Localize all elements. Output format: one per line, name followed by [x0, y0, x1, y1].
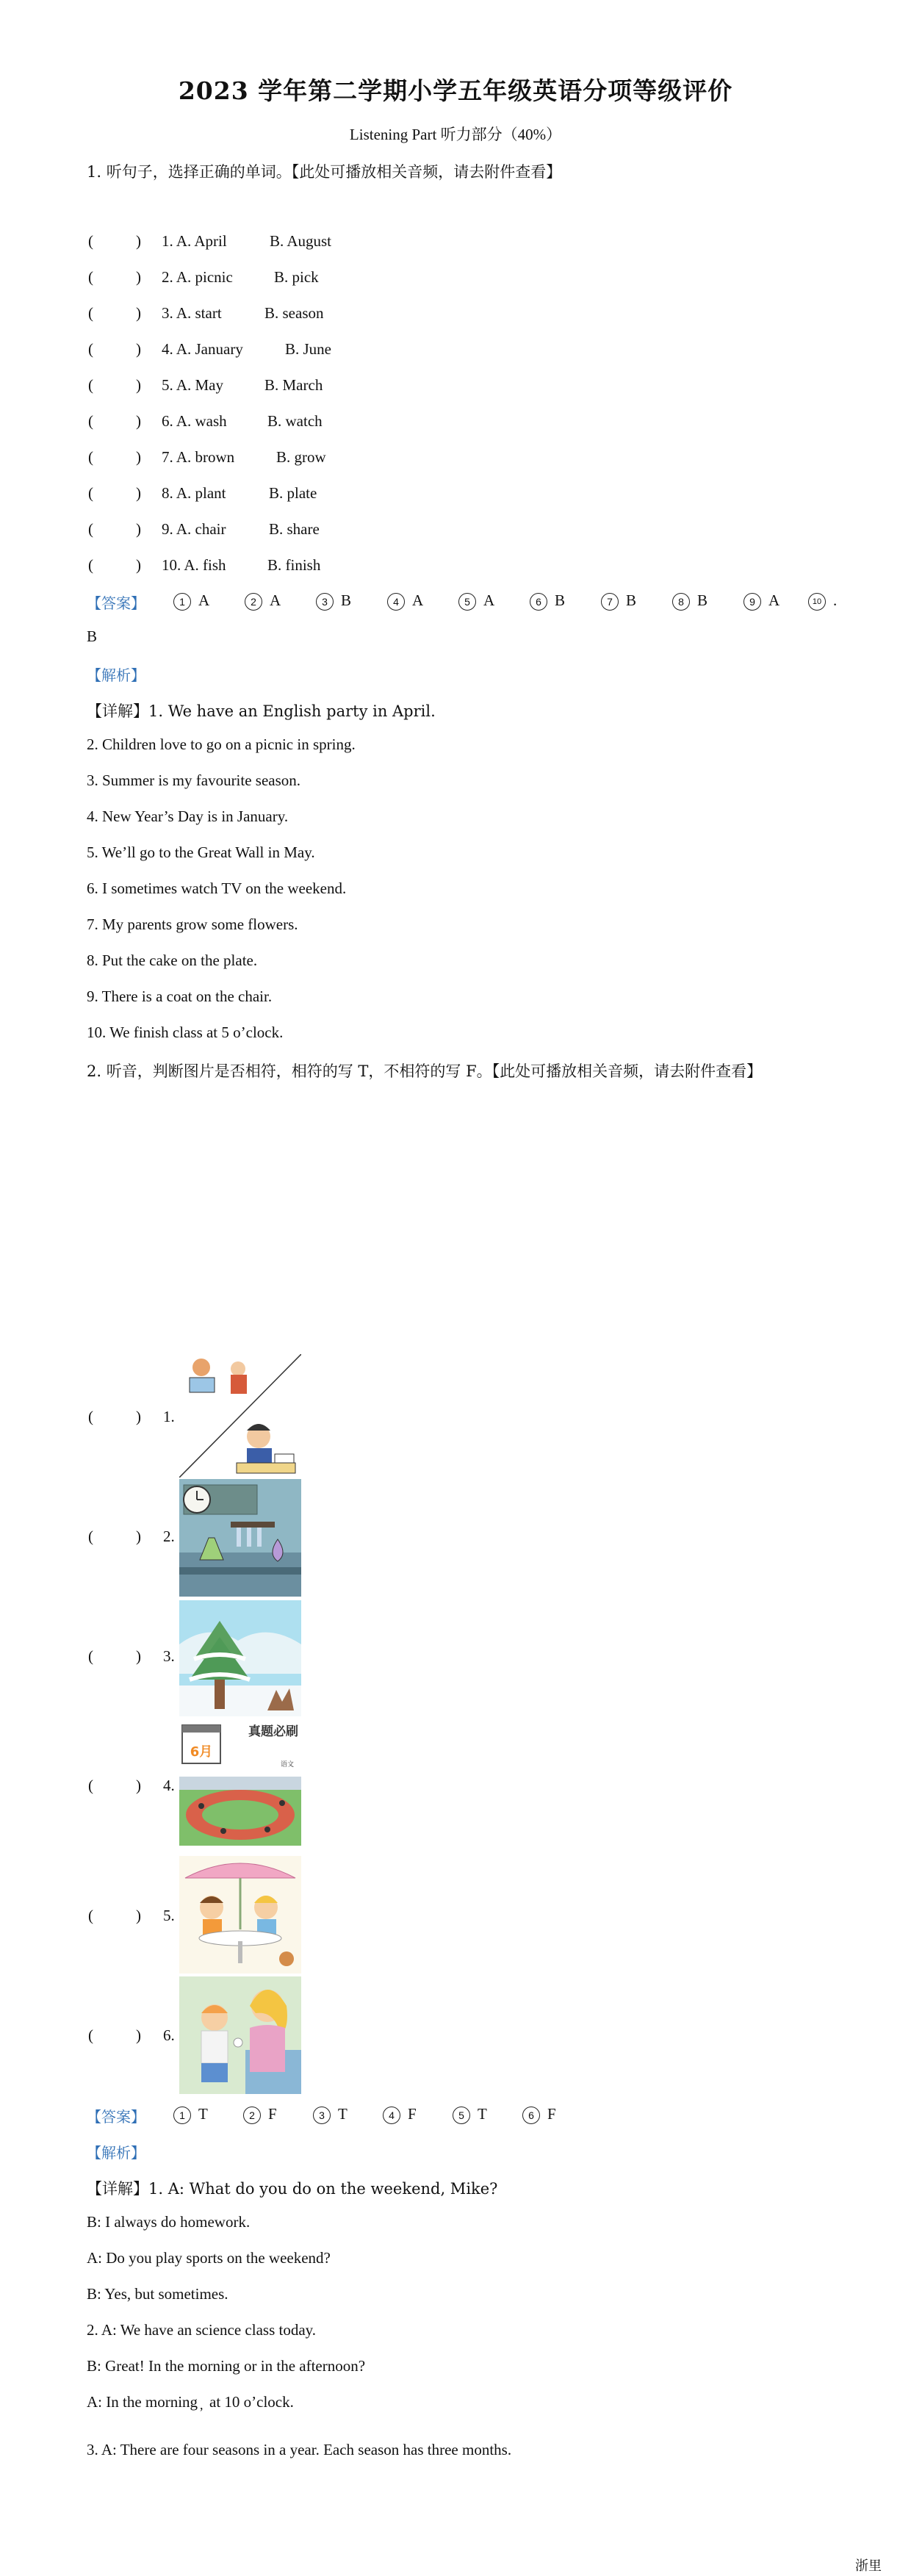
answer-blank: ( ) — [88, 412, 141, 430]
answer-blank: ( ) — [88, 232, 141, 250]
question-option-a: 6. A. wash — [162, 412, 227, 430]
answer-item: 9 A — [743, 591, 779, 611]
detail-line: 7. My parents grow some flowers. — [87, 915, 298, 933]
answer-item: 6 B — [530, 591, 565, 611]
answer-wrap: B — [87, 627, 98, 645]
answer-blank: ( ) — [88, 1907, 141, 1924]
picture-item-number: 5. — [163, 1907, 175, 1924]
page-footer: 浙里 — [855, 2558, 882, 2574]
answer-blank: ( ) — [88, 484, 141, 502]
picture-winter-tree — [179, 1600, 301, 1716]
answer-blank: ( ) — [88, 376, 141, 394]
picture-item-number: 3. — [163, 1647, 175, 1665]
answer-blank: ( ) — [88, 1408, 141, 1425]
page-title: 2023 学年第二学期小学五年级英语分项等级评价 — [178, 76, 733, 105]
detail-line: 9. There is a coat on the chair. — [87, 987, 273, 1005]
stray-comma: , — [200, 2397, 204, 2412]
question-option-b: B. share — [269, 520, 320, 538]
svg-text:真题必刷: 真题必刷 — [248, 1724, 298, 1739]
answer-item: 7 B — [601, 591, 636, 611]
question-option-a: 4. A. January — [162, 340, 243, 358]
detail-line: A: Do you play sports on the weekend? — [87, 2249, 331, 2267]
question-option-b: B. watch — [267, 412, 323, 430]
answer-item: 1 A — [173, 591, 209, 611]
answer-item: 2 F — [243, 2105, 277, 2124]
answer-blank: ( ) — [88, 520, 141, 538]
question-option-a: 3. A. start — [162, 304, 222, 322]
answer-blank: ( ) — [88, 448, 141, 466]
svg-text:6月: 6月 — [190, 1744, 213, 1760]
answer-blank: ( ) — [88, 556, 141, 574]
answer-item: 3 T — [313, 2105, 348, 2124]
answer-tag: 【答案】 — [87, 2108, 145, 2126]
answer-item: 5 T — [453, 2105, 487, 2124]
question-option-a: 7. A. brown — [162, 448, 235, 466]
answer-item: 1 T — [173, 2105, 208, 2124]
answer-blank: ( ) — [88, 268, 141, 286]
picture-item-number: 4. — [163, 1777, 175, 1794]
answer-blank: ( ) — [88, 1777, 141, 1794]
detail-line: 6. I sometimes watch TV on the weekend. — [87, 879, 347, 897]
picture-item-number: 1. — [163, 1408, 175, 1425]
detail-line: 8. Put the cake on the plate. — [87, 951, 258, 969]
analysis-tag: 【解析】 — [87, 2144, 145, 2162]
detail-line: 【详解】1. We have an English party in April. — [87, 702, 436, 720]
answer-blank: ( ) — [88, 340, 141, 358]
svg-text:语文: 语文 — [280, 1761, 294, 1769]
question-option-b: B. plate — [269, 484, 317, 502]
picture-june-sports-day — [179, 1721, 301, 1846]
detail-line: at 10 o’clock. — [209, 2393, 294, 2411]
picture-boy-basketball-homework — [179, 1354, 301, 1478]
question-option-a: 9. A. chair — [162, 520, 226, 538]
question-option-b: B. August — [270, 232, 332, 250]
answer-item: 3 B — [316, 591, 351, 611]
answer-item: 4 F — [383, 2105, 417, 2124]
answer-blank: ( ) — [88, 1528, 141, 1545]
question-option-b: B. finish — [267, 556, 321, 574]
answer-item: 2 A — [245, 591, 281, 611]
detail-line: 2. Children love to go on a picnic in spring. — [87, 735, 356, 753]
section1-instruction: 1. 听句子，选择正确的单词。【此处可播放相关音频，请去附件查看】 — [87, 163, 562, 181]
answer-tag: 【答案】 — [87, 594, 145, 612]
detail-line: B: I always do homework. — [87, 2213, 251, 2231]
detail-line: B: Great! In the morning or in the afternoon? — [87, 2357, 366, 2375]
picture-item-number: 2. — [163, 1528, 175, 1545]
question-option-b: B. March — [264, 376, 323, 394]
detail-line: B: Yes, but sometimes. — [87, 2285, 228, 2303]
answer-item: 10 . — [808, 591, 837, 611]
question-option-a: 10. A. fish — [162, 556, 226, 574]
detail-line: 【详解】1. A: What do you do on the weekend, Mike? — [87, 2180, 498, 2198]
answer-item: 4 A — [387, 591, 423, 611]
answer-item: 5 A — [458, 591, 494, 611]
detail-line: 3. Summer is my favourite season. — [87, 771, 301, 789]
answer-blank: ( ) — [88, 2026, 141, 2044]
question-option-a: 8. A. plant — [162, 484, 226, 502]
question-option-b: B. grow — [276, 448, 326, 466]
page-subtitle: Listening Part 听力部分（40%） — [349, 126, 562, 143]
detail-line: 2. A: We have an science class today. — [87, 2321, 317, 2339]
detail-line: 5. We’ll go to the Great Wall in May. — [87, 843, 315, 861]
picture-mother-and-child — [179, 1976, 301, 2094]
picture-item-number: 6. — [163, 2026, 175, 2044]
picture-science-lab — [179, 1479, 301, 1597]
question-option-a: 2. A. picnic — [162, 268, 233, 286]
answer-item: 8 B — [672, 591, 707, 611]
answer-blank: ( ) — [88, 1647, 141, 1665]
question-option-a: 1. A. April — [162, 232, 227, 250]
question-option-b: B. pick — [274, 268, 319, 286]
analysis-tag: 【解析】 — [87, 666, 145, 684]
question-option-b: B. June — [285, 340, 331, 358]
question-option-a: 5. A. May — [162, 376, 223, 394]
picture-kids-picnic-table — [179, 1856, 301, 1974]
section2-instruction: 2. 听音，判断图片是否相符，相符的写 T，不相符的写 F。【此处可播放相关音频，请去附件查看】 — [87, 1062, 763, 1080]
detail-line: 10. We finish class at 5 o’clock. — [87, 1023, 284, 1041]
detail-line: A: In the morning — [87, 2393, 198, 2411]
answer-item: 6 F — [522, 2105, 556, 2124]
detail-line: 3. A: There are four seasons in a year. Each season has three months. — [87, 2441, 512, 2458]
detail-line: 4. New Year’s Day is in January. — [87, 807, 289, 825]
answer-blank: ( ) — [88, 304, 141, 322]
question-option-b: B. season — [264, 304, 324, 322]
